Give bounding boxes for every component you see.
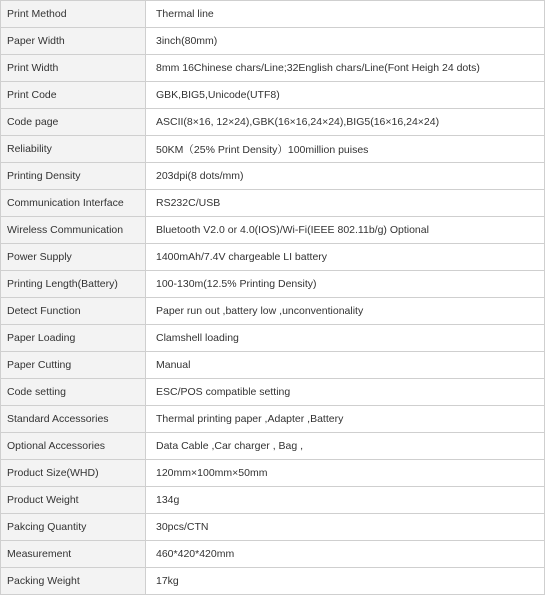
spec-label: Print Width [1,55,146,82]
spec-label: Communication Interface [1,190,146,217]
spec-row-code-setting [1,379,545,406]
spec-table-body [1,1,545,595]
spec-label: Print Method [1,1,146,28]
spec-label: Wireless Communication [1,217,146,244]
spec-row-code-page [1,109,545,136]
spec-row-printing-length [1,271,545,298]
spec-row-communication-interface [1,190,545,217]
spec-label: Measurement [1,541,146,568]
spec-row-print-width [1,55,545,82]
spec-label: Reliability [1,136,146,163]
spec-row-packing-quantity [1,514,545,541]
spec-row-product-weight [1,487,545,514]
spec-row-optional-accessories [1,433,545,460]
spec-value: ESC/POS compatible setting [146,379,545,406]
spec-value: GBK,BIG5,Unicode(UTF8) [146,82,545,109]
spec-value: 3inch(80mm) [146,28,545,55]
spec-row-packing-weight [1,568,545,595]
spec-label: Printing Length(Battery) [1,271,146,298]
spec-label: Paper Loading [1,325,146,352]
spec-row-product-size [1,460,545,487]
spec-row-detect-function [1,298,545,325]
spec-value: Thermal line [146,1,545,28]
spec-label: Printing Density [1,163,146,190]
spec-row-paper-cutting [1,352,545,379]
spec-label: Product Size(WHD) [1,460,146,487]
spec-value: 30pcs/CTN [146,514,545,541]
spec-label: Detect Function [1,298,146,325]
spec-value: ASCII(8×16, 12×24),GBK(16×16,24×24),BIG5(16×16,24×24) [146,109,545,136]
spec-value: Paper run out ,battery low ,unconventionality [146,298,545,325]
spec-value: 460*420*420mm [146,541,545,568]
spec-value: Manual [146,352,545,379]
spec-label: Print Code [1,82,146,109]
spec-label: Standard Accessories [1,406,146,433]
spec-row-paper-width [1,28,545,55]
spec-value: 120mm×100mm×50mm [146,460,545,487]
spec-value: 203dpi(8 dots/mm) [146,163,545,190]
spec-row-printing-density [1,163,545,190]
spec-value: 17kg [146,568,545,595]
spec-row-reliability [1,136,545,163]
spec-value: 134g [146,487,545,514]
spec-row-measurement [1,541,545,568]
spec-label: Packing Weight [1,568,146,595]
spec-row-wireless-communication [1,217,545,244]
spec-label: Optional Accessories [1,433,146,460]
spec-label: Paper Cutting [1,352,146,379]
spec-row-standard-accessories [1,406,545,433]
spec-label: Power Supply [1,244,146,271]
spec-value: Data Cable ,Car charger , Bag , [146,433,545,460]
spec-label: Product Weight [1,487,146,514]
spec-value: 8mm 16Chinese chars/Line;32English chars/Line(Font Heigh 24 dots) [146,55,545,82]
spec-label: Code setting [1,379,146,406]
spec-row-print-method [1,1,545,28]
spec-value: Clamshell loading [146,325,545,352]
spec-row-print-code [1,82,545,109]
spec-row-power-supply [1,244,545,271]
spec-label: Pakcing Quantity [1,514,146,541]
spec-label: Code page [1,109,146,136]
spec-value: 1400mAh/7.4V chargeable LI battery [146,244,545,271]
spec-value: Bluetooth V2.0 or 4.0(IOS)/Wi-Fi(IEEE 802.11b/g) Optional [146,217,545,244]
spec-value: 100-130m(12.5% Printing Density) [146,271,545,298]
spec-value: 50KM（25% Print Density）100million puises [146,136,545,163]
spec-value: Thermal printing paper ,Adapter ,Battery [146,406,545,433]
spec-value: RS232C/USB [146,190,545,217]
spec-label: Paper Width [1,28,146,55]
spec-row-paper-loading [1,325,545,352]
